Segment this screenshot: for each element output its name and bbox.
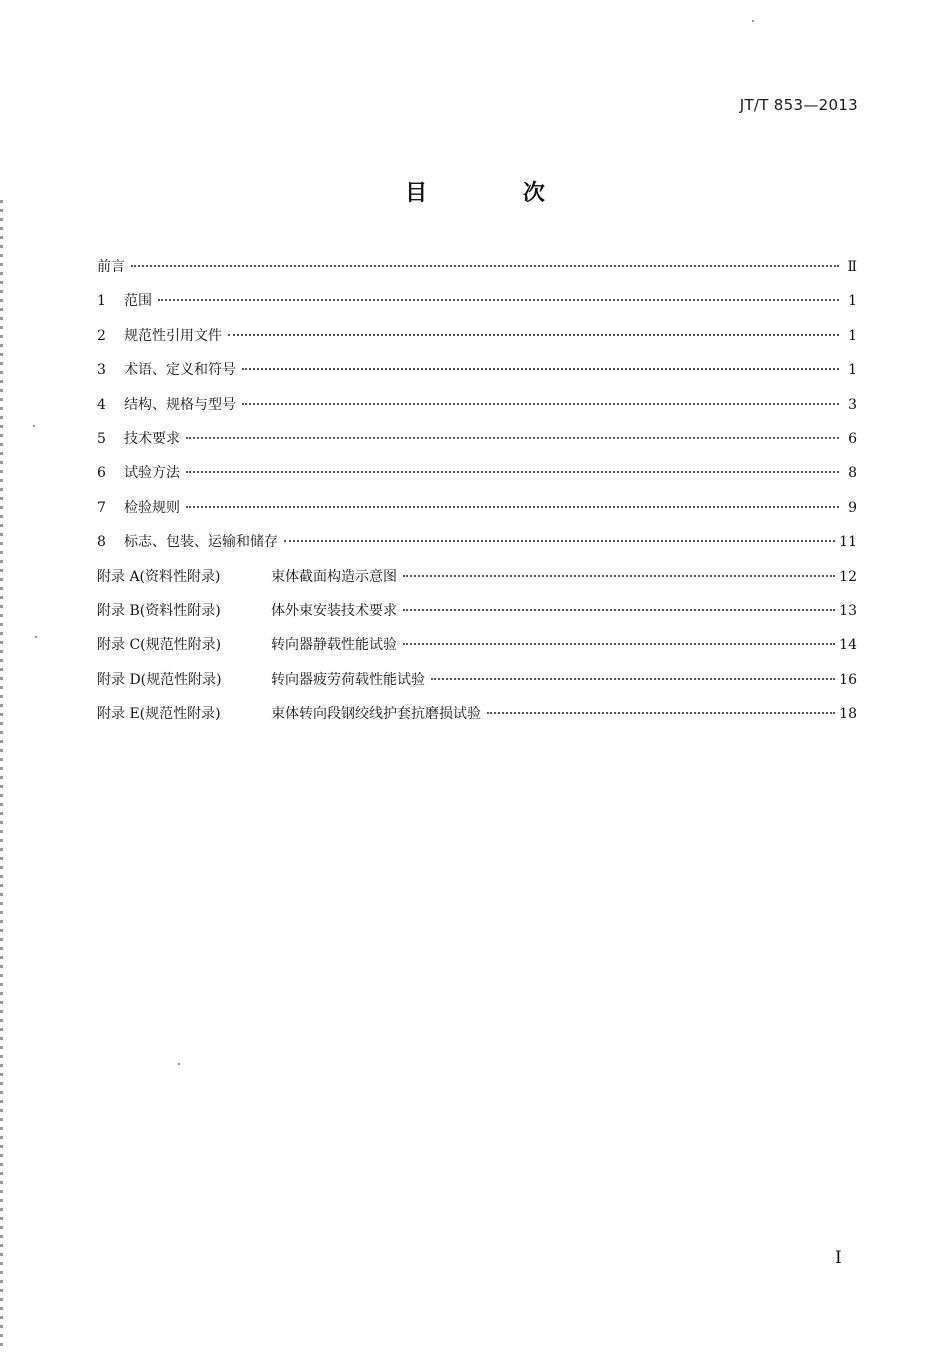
toc-entry-appendix-b[interactable] xyxy=(97,596,857,630)
page-number: Ⅰ xyxy=(835,1248,842,1268)
toc-entry-label: 规范性引用文件 xyxy=(124,327,222,344)
toc-entry-number: 3 xyxy=(97,362,106,379)
toc-entry-page: Ⅱ xyxy=(847,259,857,275)
toc-entry-number: 8 xyxy=(97,534,106,551)
toc-leader xyxy=(186,471,839,473)
toc-entry-label: 体外束安装技术要求 xyxy=(271,602,397,619)
scan-speck xyxy=(752,20,754,22)
toc-entry-appendix-c[interactable] xyxy=(97,630,857,664)
toc-leader xyxy=(431,678,835,680)
toc-leader xyxy=(242,403,839,405)
toc-entry-label: 结构、规格与型号 xyxy=(124,396,236,413)
toc-leader xyxy=(186,437,839,439)
toc-entry-appendix-a[interactable] xyxy=(97,562,857,596)
toc-entry-4[interactable] xyxy=(97,390,857,424)
toc-appendix-prefix: 附录 D(规范性附录) xyxy=(97,671,222,688)
toc-leader xyxy=(403,643,835,645)
toc-entry-page: 18 xyxy=(839,706,857,723)
toc-entry-page: 1 xyxy=(848,293,857,310)
toc-entry-label: 束体转向段钢绞线护套抗磨损试验 xyxy=(271,706,481,723)
toc-entry-page: 16 xyxy=(839,671,857,688)
toc-entry-5[interactable] xyxy=(97,424,857,458)
toc-leader xyxy=(131,265,839,267)
toc-entry-page: 11 xyxy=(839,534,857,551)
toc-leader xyxy=(284,540,835,542)
toc-entry-appendix-d[interactable] xyxy=(97,665,857,699)
binding-edge xyxy=(0,200,3,1350)
toc-entry-3[interactable] xyxy=(97,355,857,389)
toc-leader xyxy=(158,299,839,301)
toc-entry-6[interactable] xyxy=(97,458,857,492)
scan-speck xyxy=(33,425,35,427)
toc-entry-number: 6 xyxy=(97,465,106,482)
toc-entry-preface[interactable] xyxy=(97,252,857,286)
toc-leader xyxy=(403,609,835,611)
toc-leader xyxy=(186,506,839,508)
toc-entry-label: 转向器静载性能试验 xyxy=(271,637,397,654)
document-code: JT/T 853—2013 xyxy=(739,96,858,114)
toc-entry-page: 12 xyxy=(839,568,857,585)
toc-leader xyxy=(228,334,839,336)
toc-entry-page: 14 xyxy=(839,637,857,654)
toc-entry-label: 前言 xyxy=(97,259,125,275)
page-title: 目 次 xyxy=(405,181,589,206)
toc-entry-number: 4 xyxy=(97,396,106,413)
toc-entry-page: 6 xyxy=(848,430,857,447)
toc-entry-number: 1 xyxy=(97,293,106,310)
toc-entry-label: 转向器疲劳荷载性能试验 xyxy=(271,671,425,688)
toc-entry-label: 检验规则 xyxy=(124,499,180,516)
toc-entry-appendix-e[interactable] xyxy=(97,699,857,733)
toc-leader xyxy=(403,575,835,577)
toc-entry-page: 3 xyxy=(848,396,857,413)
toc-entry-label: 术语、定义和符号 xyxy=(124,362,236,379)
toc-entry-page: 13 xyxy=(839,602,857,619)
toc-appendix-prefix: 附录 E(规范性附录) xyxy=(97,706,221,723)
toc-entry-7[interactable] xyxy=(97,493,857,527)
toc-entry-number: 2 xyxy=(97,327,106,344)
toc-entry-8[interactable] xyxy=(97,527,857,561)
table-of-contents xyxy=(97,252,857,733)
toc-appendix-prefix: 附录 A(资料性附录) xyxy=(97,568,221,585)
toc-entry-label: 试验方法 xyxy=(124,465,180,482)
toc-entry-label: 技术要求 xyxy=(124,430,180,447)
toc-appendix-prefix: 附录 B(资料性附录) xyxy=(97,602,221,619)
toc-entry-2[interactable] xyxy=(97,321,857,355)
toc-entry-label: 束体截面构造示意图 xyxy=(271,568,397,585)
toc-entry-label: 范围 xyxy=(124,293,152,310)
scan-speck xyxy=(35,636,37,638)
toc-leader xyxy=(487,712,835,714)
toc-entry-number: 5 xyxy=(97,430,106,447)
toc-entry-page: 9 xyxy=(848,499,857,516)
toc-entry-label: 标志、包装、运输和储存 xyxy=(124,534,278,551)
scan-speck xyxy=(178,1063,180,1065)
toc-entry-1[interactable] xyxy=(97,286,857,320)
toc-leader xyxy=(242,368,839,370)
toc-entry-page: 8 xyxy=(848,465,857,482)
toc-entry-page: 1 xyxy=(848,362,857,379)
toc-entry-number: 7 xyxy=(97,499,106,516)
toc-appendix-prefix: 附录 C(规范性附录) xyxy=(97,637,222,654)
toc-entry-page: 1 xyxy=(848,327,857,344)
